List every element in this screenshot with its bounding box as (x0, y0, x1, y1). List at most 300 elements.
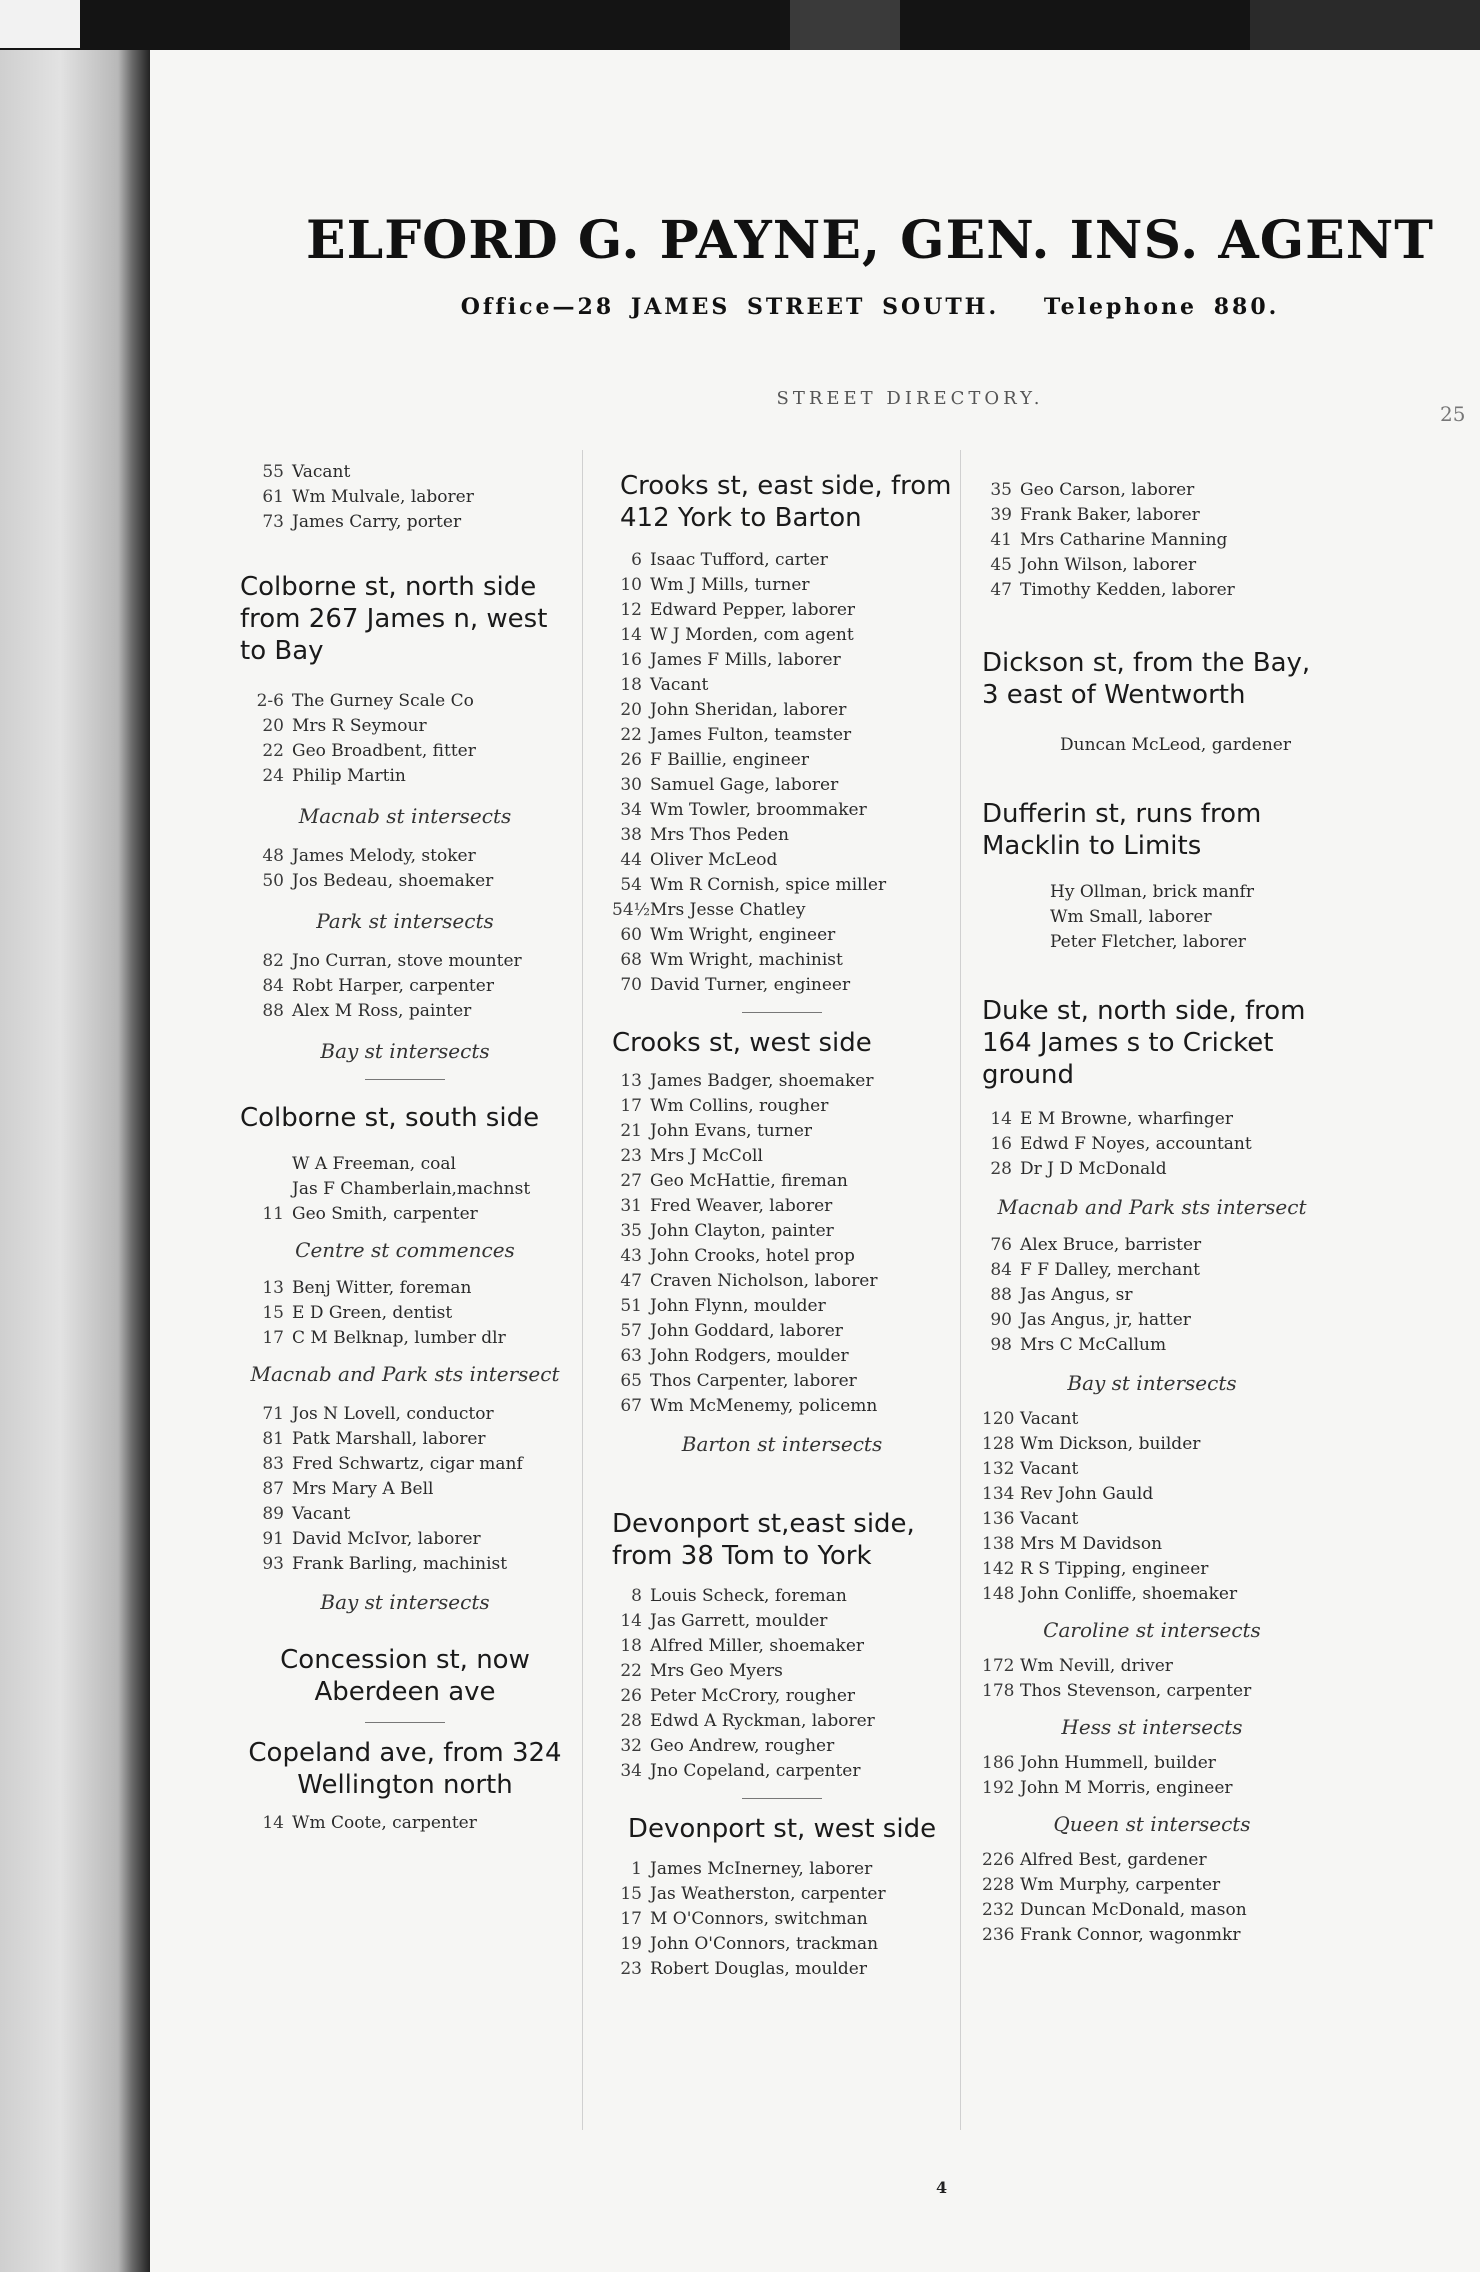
directory-entry (612, 1684, 952, 1709)
column-1 (240, 460, 570, 1836)
resident-name: Duncan McLeod, gardener (1060, 735, 1291, 755)
house-number: 15 (620, 1884, 642, 1904)
intersection-note: Park st intersects (316, 909, 494, 933)
directory-entry (982, 1557, 1322, 1582)
resident-name: Edwd A Ryckman, laborer (650, 1711, 875, 1731)
resident-name: Edwd F Noyes, accountant (1020, 1134, 1252, 1154)
directory-entry (612, 598, 952, 623)
resident-name: Dr J D McDonald (1020, 1159, 1167, 1179)
intersection-note: Bay st intersects (320, 1590, 490, 1614)
house-number: 70 (620, 975, 642, 995)
resident-name: Wm Mulvale, laborer (292, 487, 474, 507)
resident-name: Mrs M Davidson (1020, 1534, 1163, 1554)
house-number: 34 (620, 1761, 642, 1781)
resident-name: James F Mills, laborer (650, 650, 841, 670)
resident-name: Fred Weaver, laborer (650, 1196, 833, 1216)
resident-name: Vacant (292, 462, 351, 482)
directory-entry (240, 460, 570, 485)
column-3 (982, 478, 1322, 1948)
resident-name: John Evans, turner (650, 1121, 813, 1141)
resident-name: Louis Scheck, foreman (650, 1586, 847, 1606)
directory-entry (612, 1244, 952, 1269)
directory-entry (982, 1283, 1322, 1308)
directory-entry (240, 689, 570, 714)
directory-entry (982, 1132, 1322, 1157)
house-number: 6 (631, 550, 642, 570)
resident-name: Wm Coote, carpenter (292, 1813, 477, 1833)
house-number: 136 (982, 1509, 1015, 1529)
directory-entry (982, 1308, 1322, 1333)
house-number: 60 (620, 925, 642, 945)
resident-name: David McIvor, laborer (292, 1529, 481, 1549)
directory-entry (240, 1177, 570, 1202)
directory-entry (982, 1751, 1322, 1776)
directory-entry (240, 1276, 570, 1301)
directory-entry (612, 1857, 952, 1882)
resident-name: John Clayton, painter (650, 1221, 834, 1241)
directory-entry (612, 723, 952, 748)
resident-name: Wm Wright, engineer (650, 925, 836, 945)
house-number: 45 (990, 555, 1012, 575)
resident-name: Robt Harper, carpenter (292, 976, 494, 996)
resident-name: Wm Small, laborer (1050, 907, 1212, 927)
directory-entry (982, 930, 1322, 955)
film-edge-light (0, 0, 80, 48)
advertisement-title: ELFORD G. PAYNE, GEN. INS. AGENT (306, 210, 1434, 271)
resident-name: Alfred Best, gardener (1020, 1850, 1207, 1870)
house-number: 57 (620, 1321, 642, 1341)
resident-name: Wm Murphy, carpenter (1020, 1875, 1221, 1895)
resident-name: Timothy Kedden, laborer (1020, 580, 1235, 600)
resident-name: Geo Smith, carpenter (292, 1204, 478, 1224)
house-number: 68 (620, 950, 642, 970)
intersection-note: Barton st intersects (681, 1432, 883, 1456)
house-number: 20 (620, 700, 642, 720)
house-number: 31 (620, 1196, 642, 1216)
house-number: 26 (620, 1686, 642, 1706)
directory-entry (240, 1152, 570, 1177)
directory-entry (982, 503, 1322, 528)
house-number: 55 (262, 462, 284, 482)
house-number: 90 (990, 1310, 1012, 1330)
house-number: 32 (620, 1736, 642, 1756)
resident-name: Jas Angus, sr (1020, 1285, 1133, 1305)
directory-entry (982, 1848, 1322, 1873)
house-number: 88 (262, 1001, 284, 1021)
directory-entry (240, 1811, 570, 1836)
house-number: 23 (620, 1959, 642, 1979)
resident-name: E D Green, dentist (292, 1303, 453, 1323)
house-number: 16 (990, 1134, 1012, 1154)
directory-entry (240, 869, 570, 894)
directory-entry (982, 1258, 1322, 1283)
house-number: 18 (620, 675, 642, 695)
resident-name: Mrs C McCallum (1020, 1335, 1167, 1355)
directory-entry (240, 764, 570, 789)
house-number: 30 (620, 775, 642, 795)
directory-entry (240, 510, 570, 535)
resident-name: Geo McHattie, fireman (650, 1171, 848, 1191)
resident-name: Mrs Thos Peden (650, 825, 789, 845)
house-number: 192 (982, 1778, 1015, 1798)
resident-name: Wm R Cornish, spice miller (650, 875, 887, 895)
resident-name: Isaac Tufford, carter (650, 550, 828, 570)
directory-entry (612, 1932, 952, 1957)
resident-name: Vacant (292, 1504, 351, 1524)
house-number: 71 (262, 1404, 284, 1424)
column-divider (582, 450, 583, 2130)
house-number: 24 (262, 766, 284, 786)
directory-entry (612, 1269, 952, 1294)
directory-entry (982, 1923, 1322, 1948)
resident-name: Vacant (1020, 1509, 1079, 1529)
directory-entry (982, 1407, 1322, 1432)
resident-name: Geo Carson, laborer (1020, 480, 1195, 500)
resident-name: The Gurney Scale Co (292, 691, 474, 711)
resident-name: Oliver McLeod (650, 850, 778, 870)
house-number: 26 (620, 750, 642, 770)
street-heading: Copeland ave, from 324 Wellington north (248, 1738, 562, 1800)
directory-entry (240, 1502, 570, 1527)
resident-name: R S Tipping, engineer (1020, 1559, 1209, 1579)
house-number: 17 (620, 1909, 642, 1929)
house-number: 54 (620, 875, 642, 895)
directory-entry (240, 1427, 570, 1452)
house-number: 12 (620, 600, 642, 620)
street-heading: Dufferin st, runs from Macklin to Limits (982, 799, 1262, 861)
directory-entry (612, 548, 952, 573)
book-binding-edge (0, 50, 150, 2272)
house-number: 27 (620, 1171, 642, 1191)
resident-name: James Badger, shoemaker (650, 1071, 874, 1091)
resident-name: Jos N Lovell, conductor (292, 1404, 494, 1424)
directory-entry (612, 573, 952, 598)
house-number: 232 (982, 1900, 1015, 1920)
resident-name: Vacant (650, 675, 709, 695)
film-edge-block (1250, 0, 1480, 50)
house-number: 35 (990, 480, 1012, 500)
street-heading: Crooks st, west side (612, 1028, 872, 1058)
resident-name: W J Morden, com agent (650, 625, 854, 645)
resident-name: Thos Carpenter, laborer (650, 1371, 857, 1391)
film-edge-block (790, 0, 900, 50)
resident-name: F Baillie, engineer (650, 750, 809, 770)
directory-entry (612, 1069, 952, 1094)
telephone-number: Telephone 880. (1043, 294, 1280, 320)
directory-entry (982, 1507, 1322, 1532)
resident-name: Jas F Chamberlain,machnst (292, 1179, 531, 1199)
directory-entry (982, 1432, 1322, 1457)
directory-entry (982, 733, 1322, 758)
house-number: 22 (262, 741, 284, 761)
directory-entry (240, 1552, 570, 1577)
house-number: 61 (262, 487, 284, 507)
directory-entry (982, 553, 1322, 578)
directory-entry (982, 880, 1322, 905)
directory-entry (612, 1344, 952, 1369)
resident-name: Hy Ollman, brick manfr (1050, 882, 1254, 902)
resident-name: Fred Schwartz, cigar manf (292, 1454, 523, 1474)
house-number: 14 (620, 625, 642, 645)
directory-entry (612, 1734, 952, 1759)
house-number: 43 (620, 1246, 642, 1266)
house-number: 84 (262, 976, 284, 996)
house-number: 44 (620, 850, 642, 870)
house-number: 138 (982, 1534, 1015, 1554)
house-number: 23 (620, 1146, 642, 1166)
resident-name: F F Dalley, merchant (1020, 1260, 1200, 1280)
directory-entry (982, 1654, 1322, 1679)
house-number: 35 (620, 1221, 642, 1241)
resident-name: John Goddard, laborer (650, 1321, 843, 1341)
resident-name: John O'Connors, trackman (650, 1934, 879, 1954)
house-number: 47 (620, 1271, 642, 1291)
resident-name: John Wilson, laborer (1020, 555, 1197, 575)
column-2 (612, 470, 952, 1982)
directory-entry (240, 739, 570, 764)
resident-name: Wm Nevill, driver (1020, 1656, 1173, 1676)
house-number: 50 (262, 871, 284, 891)
directory-entry (982, 1898, 1322, 1923)
resident-name: E M Browne, wharfinger (1020, 1109, 1233, 1129)
house-number: 88 (990, 1285, 1012, 1305)
resident-name: Jos Bedeau, shoemaker (292, 871, 494, 891)
resident-name: Duncan McDonald, mason (1020, 1900, 1247, 1920)
house-number: 18 (620, 1636, 642, 1656)
street-heading: Devonport st,east side, from 38 Tom to York (612, 1509, 915, 1571)
directory-entry (612, 673, 952, 698)
directory-entry (612, 1907, 952, 1932)
resident-name: Alfred Miller, shoemaker (650, 1636, 865, 1656)
house-number: 13 (262, 1278, 284, 1298)
office-address: Office—28 JAMES STREET SOUTH. (460, 294, 1000, 320)
directory-entry (240, 1202, 570, 1227)
house-number: 236 (982, 1925, 1015, 1945)
intersection-note: Bay st intersects (1067, 1371, 1237, 1395)
house-number: 8 (631, 1586, 642, 1606)
intersection-note: Caroline st intersects (1043, 1618, 1261, 1642)
resident-name: Alex Bruce, barrister (1020, 1235, 1202, 1255)
resident-name: John Rodgers, moulder (650, 1346, 849, 1366)
directory-entry (982, 1679, 1322, 1704)
directory-entry (982, 478, 1322, 503)
resident-name: Frank Connor, wagonmkr (1020, 1925, 1241, 1945)
resident-name: Jno Curran, stove mounter (292, 951, 522, 971)
running-title: STREET DIRECTORY. (776, 388, 1044, 409)
resident-name: W A Freeman, coal (292, 1154, 456, 1174)
directory-entry (612, 623, 952, 648)
resident-name: Wm Dickson, builder (1020, 1434, 1201, 1454)
directory-entry (612, 773, 952, 798)
intersection-note: Macnab and Park sts intersect (250, 1362, 560, 1386)
house-number: 20 (262, 716, 284, 736)
resident-name: Benj Witter, foreman (292, 1278, 472, 1298)
directory-entry (612, 1659, 952, 1684)
intersection-note: Macnab and Park sts intersect (997, 1195, 1307, 1219)
directory-entry (240, 714, 570, 739)
directory-entry (612, 1144, 952, 1169)
resident-name: C M Belknap, lumber dlr (292, 1328, 506, 1348)
resident-name: Mrs Jesse Chatley (650, 900, 806, 920)
resident-name: James Fulton, teamster (650, 725, 852, 745)
house-number: 34 (620, 800, 642, 820)
directory-entry (612, 798, 952, 823)
directory-entry (240, 949, 570, 974)
intersection-note: Queen st intersects (1053, 1812, 1251, 1836)
house-number: 28 (620, 1711, 642, 1731)
directory-entry (982, 528, 1322, 553)
directory-entry (982, 1532, 1322, 1557)
house-number: 15 (262, 1303, 284, 1323)
directory-entry (240, 844, 570, 869)
resident-name: James Melody, stoker (292, 846, 476, 866)
house-number: 120 (982, 1409, 1015, 1429)
directory-entry (612, 748, 952, 773)
directory-entry (240, 1527, 570, 1552)
house-number: 14 (990, 1109, 1012, 1129)
street-heading: Crooks st, east side, from 412 York to Barton (620, 471, 952, 533)
house-number: 73 (262, 512, 284, 532)
directory-entry (612, 1394, 952, 1419)
section-rule (742, 1798, 822, 1799)
resident-name: David Turner, engineer (650, 975, 851, 995)
house-number: 172 (982, 1656, 1015, 1676)
house-number: 2-6 (256, 691, 284, 711)
directory-entry (612, 948, 952, 973)
directory-entry (612, 1609, 952, 1634)
resident-name: Vacant (1020, 1409, 1079, 1429)
house-number: 81 (262, 1429, 284, 1449)
house-number: 22 (620, 725, 642, 745)
directory-entry (982, 1582, 1322, 1607)
directory-entry (982, 1157, 1322, 1182)
street-heading: Colborne st, south side (240, 1103, 540, 1133)
resident-name: Philip Martin (292, 766, 406, 786)
directory-entry (982, 1333, 1322, 1358)
resident-name: Wm J Mills, turner (650, 575, 810, 595)
house-number: 178 (982, 1681, 1015, 1701)
resident-name: Rev John Gauld (1020, 1484, 1154, 1504)
directory-entry (612, 648, 952, 673)
directory-entry (982, 1776, 1322, 1801)
resident-name: Wm Wright, machinist (650, 950, 843, 970)
directory-entry (612, 823, 952, 848)
resident-name: Mrs Geo Myers (650, 1661, 783, 1681)
section-rule (365, 1722, 445, 1723)
house-number: 67 (620, 1396, 642, 1416)
house-number: 10 (620, 575, 642, 595)
directory-entry (612, 1094, 952, 1119)
resident-name: Mrs J McColl (650, 1146, 763, 1166)
resident-name: Patk Marshall, laborer (292, 1429, 486, 1449)
house-number: 38 (620, 825, 642, 845)
house-number: 87 (262, 1479, 284, 1499)
house-number: 19 (620, 1934, 642, 1954)
directory-entry (240, 1326, 570, 1351)
directory-entry (982, 1107, 1322, 1132)
directory-entry (240, 1477, 570, 1502)
street-heading: Duke st, north side, from 164 James s to Cricket ground (982, 996, 1306, 1090)
resident-name: Jno Copeland, carpenter (650, 1761, 861, 1781)
resident-name: John Hummell, builder (1020, 1753, 1216, 1773)
directory-entry (612, 1219, 952, 1244)
directory-page (150, 50, 1480, 2272)
house-number: 47 (990, 580, 1012, 600)
directory-entry (982, 1233, 1322, 1258)
directory-entry (612, 923, 952, 948)
directory-entry (240, 1402, 570, 1427)
house-number: 134 (982, 1484, 1015, 1504)
house-number: 63 (620, 1346, 642, 1366)
street-heading: Concession st, now Aberdeen ave (280, 1645, 530, 1707)
house-number: 142 (982, 1559, 1015, 1579)
resident-name: Jas Angus, jr, hatter (1020, 1310, 1191, 1330)
resident-name: Mrs Mary A Bell (292, 1479, 434, 1499)
resident-name: Craven Nicholson, laborer (650, 1271, 878, 1291)
directory-entry (982, 905, 1322, 930)
house-number: 65 (620, 1371, 642, 1391)
house-number: 76 (990, 1235, 1012, 1255)
directory-entry (612, 973, 952, 998)
directory-entry (982, 1873, 1322, 1898)
street-heading: Devonport st, west side (627, 1814, 937, 1844)
house-number: 84 (990, 1260, 1012, 1280)
resident-name: Peter Fletcher, laborer (1050, 932, 1246, 952)
resident-name: Peter McCrory, rougher (650, 1686, 856, 1706)
resident-name: Samuel Gage, laborer (650, 775, 839, 795)
intersection-note: Centre st commences (295, 1238, 515, 1262)
house-number: 14 (262, 1813, 284, 1833)
directory-entry (240, 1452, 570, 1477)
resident-name: Robert Douglas, moulder (650, 1959, 867, 1979)
directory-entry (612, 1634, 952, 1659)
directory-entry (612, 1584, 952, 1609)
house-number: 54½ (612, 900, 651, 920)
house-number: 93 (262, 1554, 284, 1574)
house-number: 11 (262, 1204, 284, 1224)
resident-name: Wm McMenemy, policemn (650, 1396, 878, 1416)
resident-name: Edward Pepper, laborer (650, 600, 856, 620)
house-number: 82 (262, 951, 284, 971)
section-rule (365, 1079, 445, 1080)
house-number: 89 (262, 1504, 284, 1524)
intersection-note: Bay st intersects (320, 1039, 490, 1063)
resident-name: Wm Towler, broommaker (650, 800, 867, 820)
resident-name: Mrs R Seymour (292, 716, 427, 736)
resident-name: Frank Barling, machinist (292, 1554, 508, 1574)
house-number: 128 (982, 1434, 1015, 1454)
resident-name: Vacant (1020, 1459, 1079, 1479)
directory-entry (612, 1759, 952, 1784)
directory-entry (982, 578, 1322, 603)
resident-name: M O'Connors, switchman (650, 1909, 868, 1929)
directory-entry (612, 1957, 952, 1982)
resident-name: John Flynn, moulder (650, 1296, 826, 1316)
street-heading: Colborne st, north side from 267 James n, west to Bay (240, 572, 548, 666)
house-number: 1 (631, 1859, 642, 1879)
resident-name: Alex M Ross, painter (292, 1001, 472, 1021)
directory-entry (982, 1482, 1322, 1507)
resident-name: Geo Andrew, rougher (650, 1736, 835, 1756)
resident-name: Jas Weatherston, carpenter (650, 1884, 886, 1904)
directory-entry (612, 1294, 952, 1319)
resident-name: John Sheridan, laborer (650, 700, 847, 720)
directory-entry (240, 485, 570, 510)
house-number: 28 (990, 1159, 1012, 1179)
house-number: 41 (990, 530, 1012, 550)
house-number: 39 (990, 505, 1012, 525)
directory-entry (240, 974, 570, 999)
